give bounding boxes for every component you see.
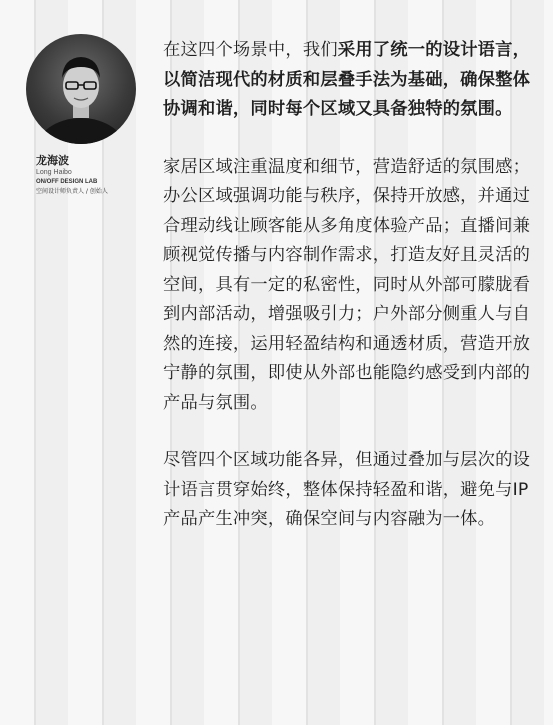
author-card <box>26 34 138 195</box>
portrait-image <box>26 34 136 144</box>
avatar <box>26 34 136 144</box>
paragraph-1-emphasis: 采用了统一的设计语言，以简洁现代的材质和层叠手法为基础，确保整体协调和谐，同时每个区域又具备独特的氛围。 <box>163 40 531 119</box>
author-name: 龙海波 <box>36 154 69 167</box>
paragraph-1 <box>163 36 531 125</box>
article-body <box>163 36 531 563</box>
paragraph-1-intro: 在这四个场景中，我们 <box>163 40 338 60</box>
author-role: 空间设计师负责人 / 创始人 <box>36 188 108 195</box>
paragraph-3: 尽管四个区域功能各异，但通过叠加与层次的设计语言贯穿始终，整体保持轻盈和谐，避免与IP产品产生冲突，确保空间与内容融为一体。 <box>163 450 531 529</box>
paragraph-2: 家居区域注重温度和细节，营造舒适的氛围感；办公区域强调功能与秩序，保持开放感，并通过合理动线让顾客能从多角度体验产品；直播间兼顾视觉传播与内容制作需求，打造友好且灵活的空间，具有一定的私密性，同时从外部可朦胧看到内部活动，增强吸引力；户外部分侧重人与自然的连接，运用轻盈结构和通透材质，营造开放宁静的氛围，即使从外部也能隐约感受到内部的产品与氛围。 <box>163 156 531 413</box>
author-org: ON/OFF DESIGN LAB <box>36 179 98 185</box>
author-name-en: Long Haibo <box>36 169 72 176</box>
